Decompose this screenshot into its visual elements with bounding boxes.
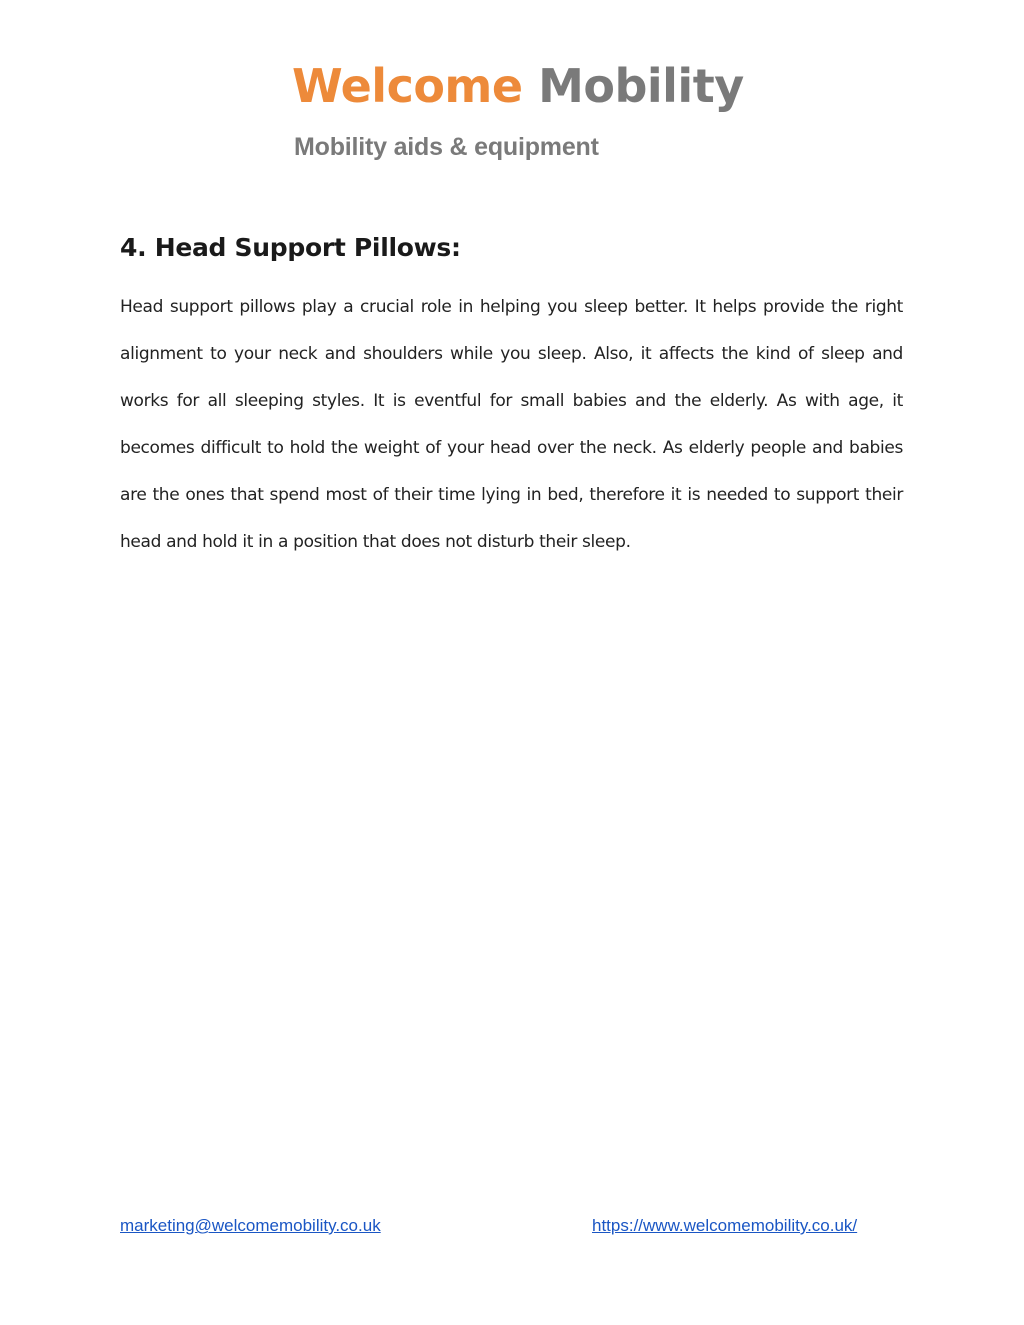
logo-title: [292, 56, 744, 116]
footer-email-link[interactable]: marketing@welcomemobility.co.uk: [120, 1216, 381, 1235]
brand-logo: [292, 56, 752, 176]
section-heading: 4. Head Support Pillows:: [120, 233, 461, 262]
section-body-paragraph: Head support pillows play a crucial role in helping you sleep better. It helps provide the right alignment to your neck and shoulders while you sleep. Also, it affects the kind of sleep and works for all sleeping styles. It is eventful for small babies and the elderly. As with age, it becomes difficult to hold the weight of your head over the neck. As elderly people and babies are the ones that spend most of their time lying in bed, therefore it is needed to support their head and hold it in a position that does not disturb their sleep.: [120, 297, 903, 552]
logo-brand-first: Welcome: [292, 59, 523, 113]
footer-website-link[interactable]: https://www.welcomemobility.co.uk/: [592, 1216, 858, 1235]
logo-brand-second: Mobility: [538, 59, 744, 113]
logo-tagline: Mobility aids & equipment: [294, 133, 599, 161]
